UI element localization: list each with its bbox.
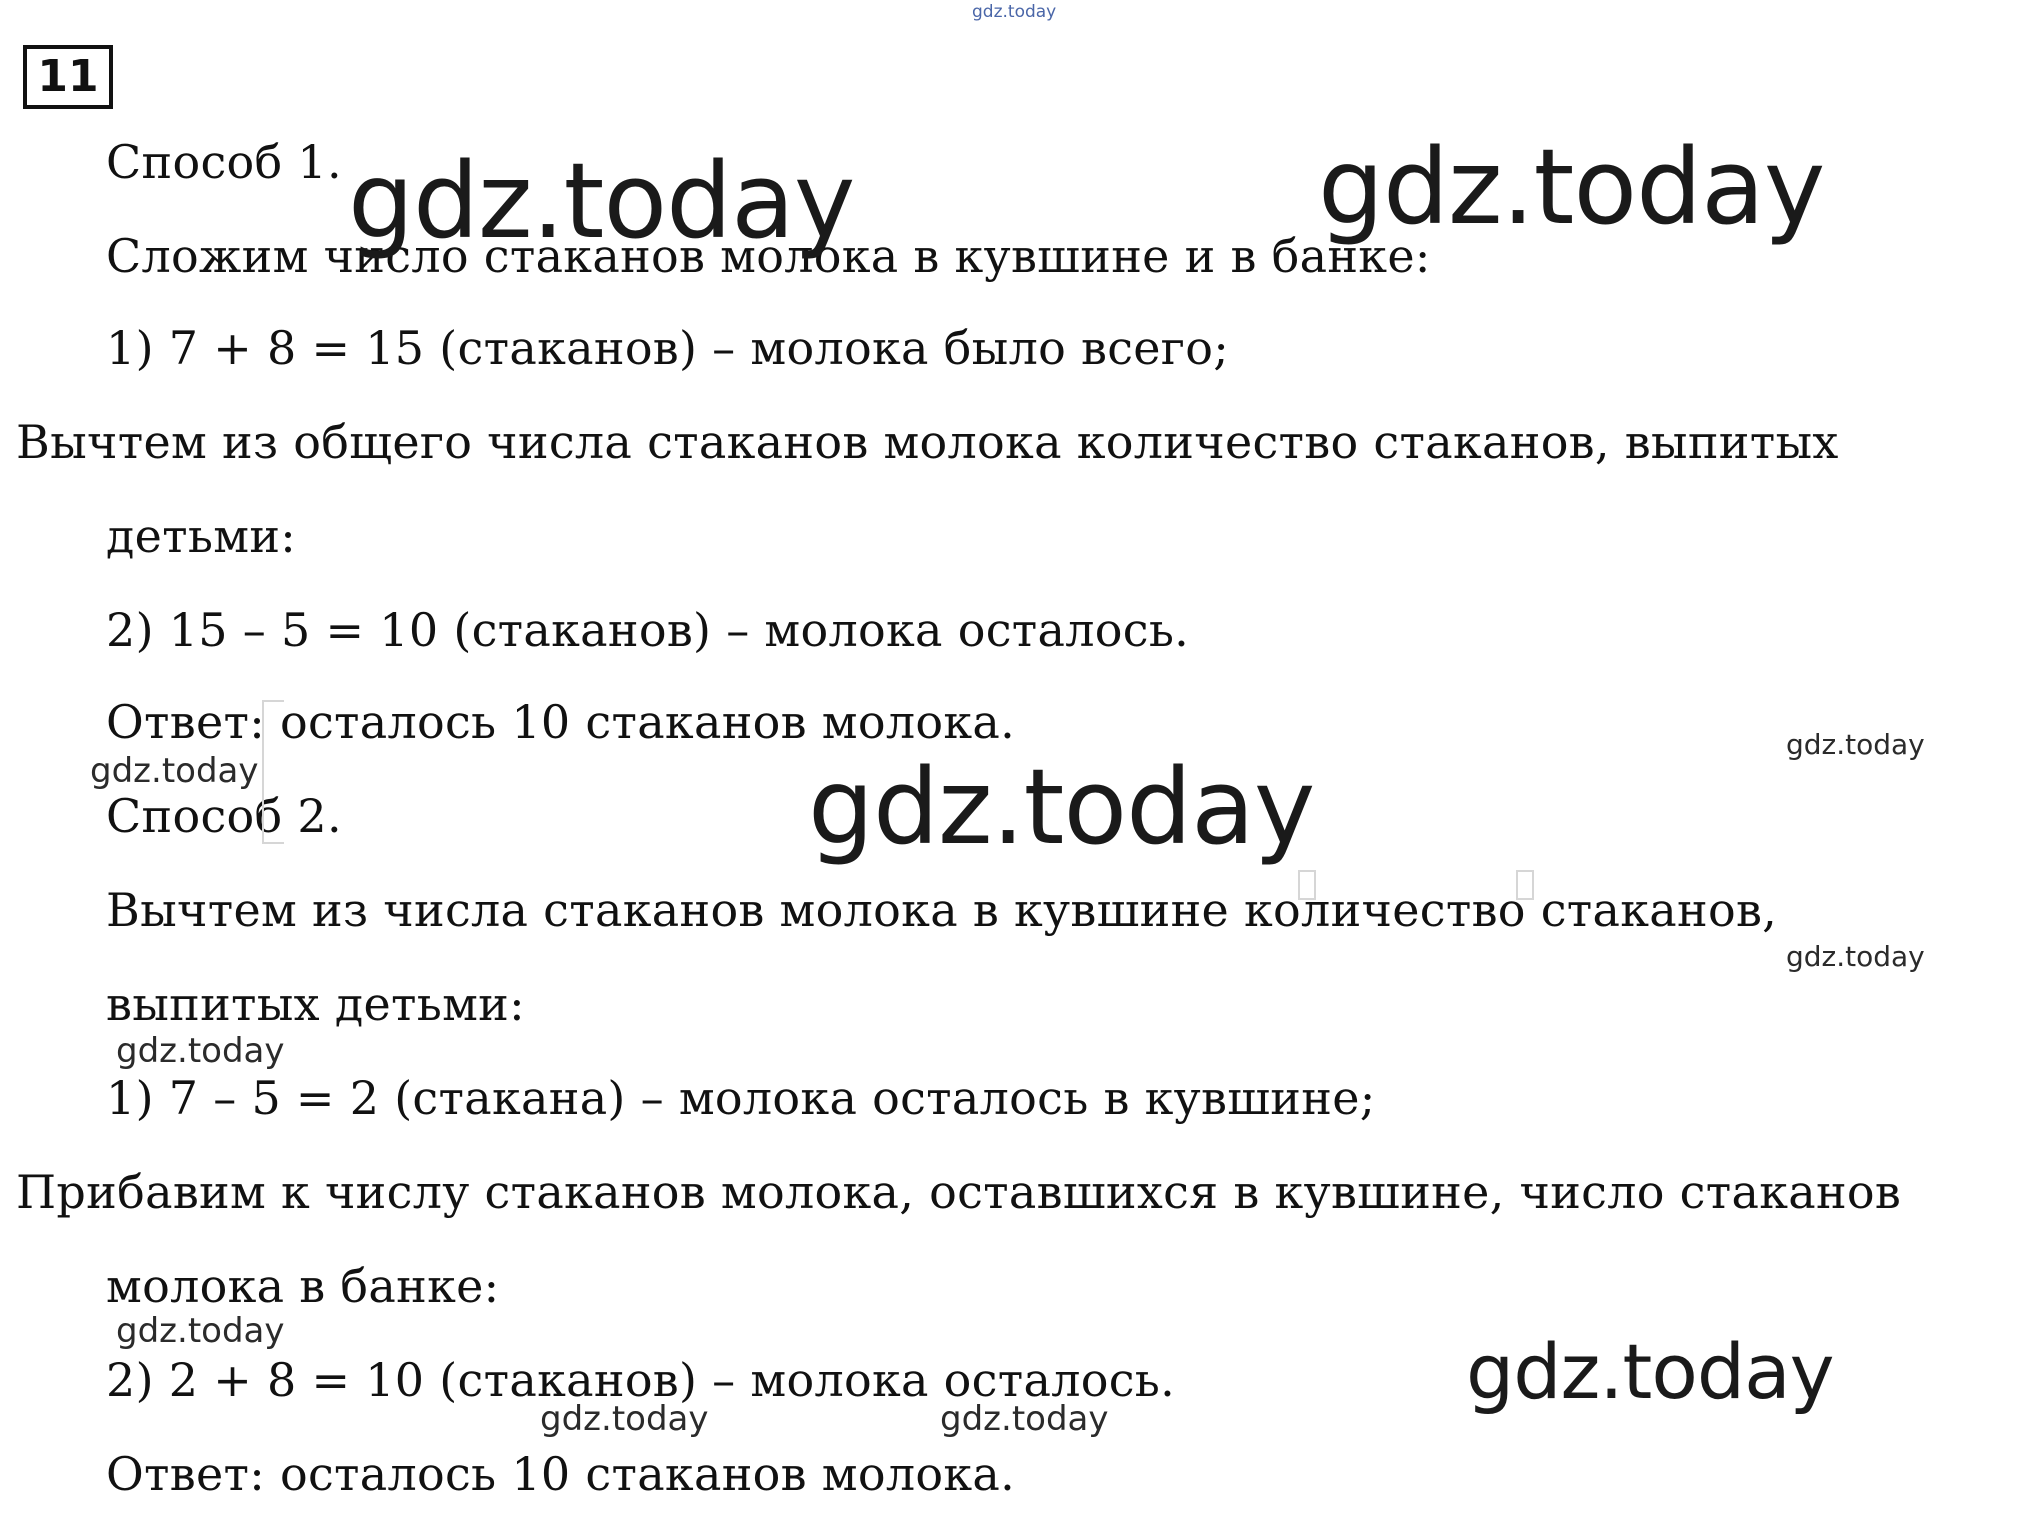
watermark-small: gdz.today bbox=[116, 1031, 285, 1071]
method-1-step-1: 1) 7 + 8 = 15 (стаканов) – молока было всего; bbox=[106, 321, 1230, 375]
watermark-small: gdz.today bbox=[1786, 728, 1925, 761]
method-1-subtract-text-cont: детьми: bbox=[106, 509, 297, 563]
method-2-intro-cont: выпитых детьми: bbox=[106, 977, 525, 1031]
method-2-step-2: 2) 2 + 8 = 10 (стаканов) – молока осталось. bbox=[106, 1353, 1176, 1407]
ghost-mark bbox=[1298, 870, 1316, 900]
watermark-large: gdz.today bbox=[1466, 1327, 1834, 1416]
watermark-small: gdz.today bbox=[940, 1399, 1109, 1439]
ghost-mark bbox=[262, 700, 284, 844]
method-1-intro: Сложим число стаканов молока в кувшине и в банке: bbox=[106, 229, 1431, 283]
method-1-heading: Способ 1. bbox=[106, 135, 342, 189]
watermark-large: gdz.today bbox=[348, 140, 855, 262]
method-2-heading: Способ 2. bbox=[106, 789, 342, 843]
method-2-answer: Ответ: осталось 10 стаканов молока. bbox=[106, 1447, 1016, 1501]
watermark-small: gdz.today bbox=[116, 1311, 285, 1351]
problem-number: 11 bbox=[23, 45, 113, 109]
method-2-add-text-cont: молока в банке: bbox=[106, 1259, 500, 1313]
method-1-subtract-text: Вычтем из общего числа стаканов молока количество стаканов, выпитых bbox=[16, 415, 1839, 469]
watermark-small: gdz.today bbox=[540, 1399, 709, 1439]
method-1-step-2: 2) 15 – 5 = 10 (стаканов) – молока осталось. bbox=[106, 603, 1190, 657]
watermark-small: gdz.today bbox=[90, 751, 259, 791]
watermark-small: gdz.today bbox=[1786, 940, 1925, 973]
method-2-add-text: Прибавим к числу стаканов молока, оставшихся в кувшине, число стаканов bbox=[16, 1165, 1902, 1219]
watermark-top: gdz.today bbox=[972, 2, 1057, 22]
watermark-large: gdz.today bbox=[808, 746, 1315, 868]
method-2-step-1: 1) 7 – 5 = 2 (стакана) – молока осталось в кувшине; bbox=[106, 1071, 1376, 1125]
method-1-answer: Ответ: осталось 10 стаканов молока. bbox=[106, 695, 1016, 749]
method-2-intro: Вычтем из числа стаканов молока в кувшине количество стаканов, bbox=[106, 883, 1778, 937]
watermark-large: gdz.today bbox=[1318, 126, 1825, 248]
ghost-mark bbox=[1516, 870, 1534, 900]
